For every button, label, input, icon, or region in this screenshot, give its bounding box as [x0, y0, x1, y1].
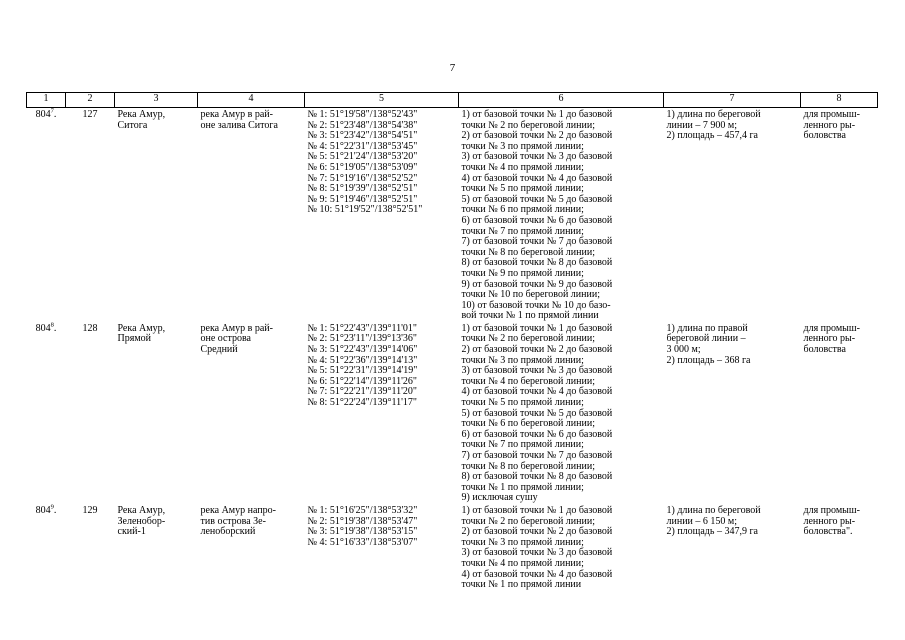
coordinate-line: № 4: 51°22'36"/139°14'13" [307, 354, 418, 366]
table-row [27, 504, 878, 591]
coordinate-line: № 9: 51°19'46"/138°52'51" [307, 193, 418, 205]
border-description-line: точки № 7 по прямой линии; [461, 439, 584, 451]
parameters-cell [664, 504, 801, 591]
coordinate-line: № 4: 51°22'31"/138°53'45" [307, 140, 418, 152]
border-description-line: точки № 3 по прямой линии; [461, 140, 584, 152]
coordinate-line: № 3: 51°23'42"/138°54'51" [307, 130, 418, 142]
border-description-line: 2) от базовой точки № 2 до базовой [461, 130, 613, 142]
border-description-line: точки № 1 по прямой линии; [461, 481, 584, 493]
coordinate-line: № 6: 51°22'14"/139°11'26" [307, 375, 417, 387]
coordinate-line: № 1: 51°22'43"/139°11'01" [307, 322, 417, 334]
border-description-line: точки № 1 по прямой линии [461, 579, 582, 591]
table-row [27, 322, 878, 504]
coordinate-line: № 5: 51°22'31"/139°14'19" [307, 365, 418, 377]
border-description-line: 10) от базовой точки № 10 до базо- [461, 299, 611, 311]
border-description-line: 4) от базовой точки № 4 до базовой [461, 172, 613, 184]
area-name-line: Река Амур, [117, 322, 166, 334]
coordinate-line: № 1: 51°19'58"/138°52'43" [307, 109, 418, 120]
purpose-line: для промыш- [803, 504, 860, 516]
column-header-1: 1 [27, 93, 66, 108]
border-description-line: 7) от базовой точки № 7 до базовой [461, 450, 613, 461]
border-description-line: 5) от базовой точки № 5 до базовой [461, 193, 613, 205]
row-number-superscript: 8 [50, 321, 54, 329]
location-line: Средний [200, 344, 238, 356]
border-description-line: 9) исключая сушу [461, 492, 538, 504]
location-line: река Амур в рай- [200, 109, 273, 120]
area-name-line: Река Амур, [117, 109, 166, 120]
border-description-line: точки № 4 по береговой линии; [461, 375, 595, 387]
column-header-2: 2 [66, 93, 115, 108]
borders-cell [459, 322, 664, 504]
border-description-line: точки № 4 по прямой линии; [461, 161, 584, 173]
border-description-line: 8) от базовой точки № 8 до базовой [461, 257, 613, 269]
page-number: 7 [449, 62, 456, 74]
border-description-line: точки № 2 по береговой линии; [461, 333, 595, 345]
area-name-cell [115, 108, 198, 322]
purpose-line: ленного ры- [803, 333, 856, 345]
column-header-8: 8 [801, 93, 878, 108]
coordinates-cell [305, 504, 459, 591]
border-description-line: точки № 7 по прямой линии; [461, 225, 584, 237]
purpose-line: для промыш- [803, 322, 860, 334]
border-description-line: 4) от базовой точки № 4 до базовой [461, 386, 613, 398]
border-description-line: точки № 3 по прямой линии; [461, 536, 584, 548]
column-header-6: 6 [459, 93, 664, 108]
row-number: 804 [35, 322, 51, 334]
coordinates-cell [305, 322, 459, 504]
row-number-cell [27, 322, 66, 504]
coordinates-cell [305, 108, 459, 322]
border-description-line: 1) от базовой точки № 1 до базовой [461, 109, 613, 120]
location-line: леноборский [200, 526, 256, 538]
area-name-line: Ситога [117, 119, 148, 131]
table-row [27, 108, 878, 322]
parameters-cell [664, 322, 801, 504]
purpose-line: ленного ры- [803, 515, 856, 527]
area-number: 129 [82, 504, 98, 516]
purpose-line: боловства [803, 130, 846, 142]
area-number-cell [66, 322, 115, 504]
purpose-cell [801, 108, 878, 322]
coordinate-line: № 6: 51°19'05"/138°53'09" [307, 161, 418, 173]
coordinate-line: № 2: 51°23'11"/139°13'36" [307, 333, 417, 345]
location-line: река Амур напро- [200, 504, 276, 516]
parameter-line: 2) площадь – 347,9 га [666, 526, 758, 538]
border-description-line: точки № 6 по прямой линии; [461, 204, 584, 216]
purpose-line: для промыш- [803, 109, 860, 120]
coordinate-line: № 1: 51°16'25"/138°53'32" [307, 504, 418, 516]
border-description-line: 5) от базовой точки № 5 до базовой [461, 407, 613, 419]
area-name-cell [115, 504, 198, 591]
border-description-line: 1) от базовой точки № 1 до базовой [461, 504, 613, 516]
border-description-line: точки № 4 по прямой линии; [461, 557, 584, 569]
area-name-cell [115, 322, 198, 504]
border-description-line: точки № 10 по береговой линии; [461, 289, 600, 301]
border-description-line: 4) от базовой точки № 4 до базовой [461, 568, 613, 580]
row-number-dot: . [53, 109, 57, 120]
border-description-line: 9) от базовой точки № 9 до базовой [461, 278, 613, 290]
row-number-superscript: 9 [50, 503, 54, 511]
border-description-line: 6) от базовой точки № 6 до базовой [461, 214, 613, 226]
row-number-cell [27, 504, 66, 591]
area-number: 127 [82, 109, 98, 120]
area-name-line: Прямой [117, 333, 152, 345]
purpose-line: ленного ры- [803, 119, 856, 131]
location-line: тив острова Зе- [200, 515, 266, 527]
location-line: оне острова [200, 333, 251, 345]
parameter-line: 1) длина по береговой [666, 109, 761, 120]
coordinate-line: № 10: 51°19'52"/138°52'51" [307, 204, 423, 216]
coordinate-line: № 3: 51°19'38"/138°53'15" [307, 526, 418, 538]
coordinate-line: № 3: 51°22'43"/139°14'06" [307, 344, 418, 356]
purpose-cell [801, 322, 878, 504]
coordinate-line: № 5: 51°21'24"/138°53'20" [307, 151, 418, 163]
coordinate-line: № 8: 51°22'24"/139°11'17" [307, 397, 417, 409]
purpose-cell [801, 504, 878, 591]
column-header-3: 3 [115, 93, 198, 108]
parameter-line: линии – 7 900 м; [666, 119, 738, 131]
column-header-5: 5 [305, 93, 459, 108]
row-number-superscript: 7 [50, 107, 54, 115]
border-description-line: 2) от базовой точки № 2 до базовой [461, 344, 613, 356]
border-description-line: точки № 2 по береговой линии; [461, 515, 595, 527]
parameter-line: 1) длина по правой [666, 322, 748, 334]
row-number: 804 [35, 504, 51, 516]
parameter-line: 1) длина по береговой [666, 504, 761, 516]
area-number-cell [66, 504, 115, 591]
row-number-dot: . [53, 322, 57, 334]
border-description-line: 3) от базовой точки № 3 до базовой [461, 547, 613, 559]
area-name-line: ский-1 [117, 526, 146, 538]
header-row [27, 93, 878, 108]
coordinate-line: № 2: 51°23'48"/138°54'38" [307, 119, 418, 131]
row-number: 804 [35, 109, 51, 120]
border-description-line: точки № 5 по прямой линии; [461, 397, 584, 409]
border-description-line: 6) от базовой точки № 6 до базовой [461, 428, 613, 440]
coordinate-line: № 7: 51°22'21"/139°11'20" [307, 386, 417, 398]
location-cell [198, 504, 305, 591]
border-description-line: точки № 2 по береговой линии; [461, 119, 595, 131]
parameter-line: линии – 6 150 м; [666, 515, 738, 527]
border-description-line: точки № 9 по прямой линии; [461, 267, 584, 279]
border-description-line: 7) от базовой точки № 7 до базовой [461, 236, 613, 248]
parameters-cell [664, 108, 801, 322]
row-number-dot: . [53, 504, 57, 516]
parameter-line: 3 000 м; [666, 344, 701, 356]
coordinate-line: № 4: 51°16'33"/138°53'07" [307, 536, 418, 548]
border-description-line: 3) от базовой точки № 3 до базовой [461, 365, 613, 377]
parameter-line: 2) площадь – 368 га [666, 354, 751, 366]
border-description-line: точки № 6 по береговой линии; [461, 418, 595, 430]
area-name-line: Зеленобор- [117, 515, 166, 527]
location-line: река Амур в рай- [200, 322, 273, 334]
parameter-line: береговой линии – [666, 333, 746, 345]
fishing-areas-table [26, 92, 878, 591]
purpose-line: боловства". [803, 526, 853, 538]
location-cell [198, 322, 305, 504]
border-description-line: точки № 8 по береговой линии; [461, 246, 595, 258]
parameter-line: 2) площадь – 457,4 га [666, 130, 758, 142]
row-number-cell [27, 108, 66, 322]
border-description-line: точки № 5 по прямой линии; [461, 183, 584, 195]
border-description-line: 8) от базовой точки № 8 до базовой [461, 471, 613, 483]
border-description-line: 1) от базовой точки № 1 до базовой [461, 322, 613, 334]
column-header-4: 4 [198, 93, 305, 108]
area-number-cell [66, 108, 115, 322]
coordinate-line: № 7: 51°19'16"/138°52'52" [307, 172, 418, 184]
border-description-line: точки № 8 по береговой линии; [461, 460, 595, 472]
border-description-line: 2) от базовой точки № 2 до базовой [461, 526, 613, 538]
border-description-line: точки № 3 по прямой линии; [461, 354, 584, 366]
border-description-line: вой точки № 1 по прямой линии [461, 310, 599, 322]
area-name-line: Река Амур, [117, 504, 166, 516]
purpose-line: боловства [803, 344, 846, 356]
location-cell [198, 108, 305, 322]
borders-cell [459, 108, 664, 322]
coordinate-line: № 8: 51°19'39"/138°52'51" [307, 183, 418, 195]
area-number: 128 [82, 322, 98, 334]
column-header-7: 7 [664, 93, 801, 108]
coordinate-line: № 2: 51°19'38"/138°53'47" [307, 515, 418, 527]
location-line: оне залива Ситога [200, 119, 278, 131]
border-description-line: 3) от базовой точки № 3 до базовой [461, 151, 613, 163]
borders-cell [459, 504, 664, 591]
